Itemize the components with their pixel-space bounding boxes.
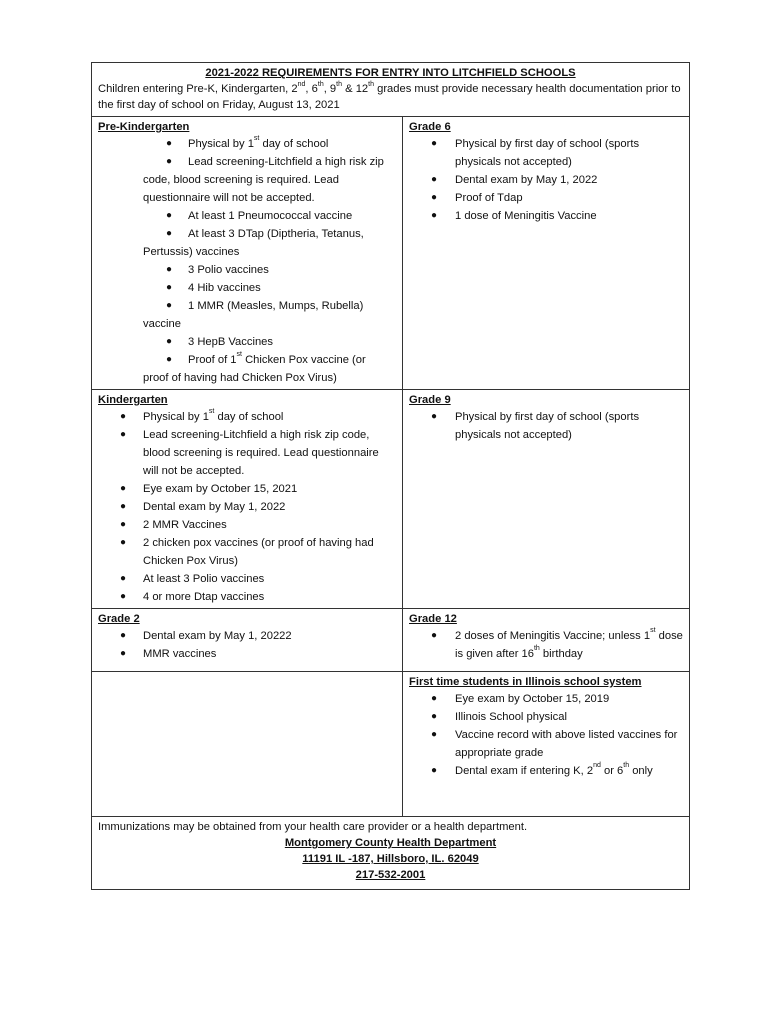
list-item-continuation: vaccine: [143, 318, 181, 330]
row-grade2-grade12: [92, 608, 689, 671]
grade12-heading: Grade 12: [409, 613, 457, 625]
grade2-heading: Grade 2: [98, 613, 140, 625]
health-department-phone: 217-532-2001: [355, 869, 426, 881]
prek-list-4: [98, 333, 396, 369]
prek-cell: [92, 117, 403, 389]
empty-cell: [92, 672, 403, 816]
list-item: ● At least 1 Pneumococcal vaccine: [166, 210, 353, 222]
row-k-grade9: [92, 389, 689, 608]
grade2-list: [98, 627, 396, 663]
list-item-continuation: questionnaire will not be accepted.: [143, 192, 315, 204]
list-item: ● Proof of Tdap: [431, 192, 523, 204]
grade9-heading: Grade 9: [409, 394, 451, 406]
list-item: ● 3 HepB Vaccines: [166, 336, 273, 348]
list-item: ● MMR vaccines: [120, 648, 217, 660]
requirements-document: [91, 62, 690, 890]
list-item: ● 1 MMR (Measles, Mumps, Rubella): [166, 300, 364, 312]
list-item: ● Proof of 1st Chicken Pox vaccine (or: [166, 351, 366, 366]
list-item: ● Physical by 1st day of school: [120, 408, 284, 423]
list-item: ● Lead screening-Litchfield a high risk zip: [166, 156, 384, 168]
kindergarten-cell: [92, 390, 403, 608]
list-item-continuation: Pertussis) vaccines: [143, 246, 240, 258]
firsttime-cell: [403, 672, 689, 816]
kindergarten-list: [98, 408, 396, 606]
footer-row: [92, 816, 689, 889]
list-item-continuation: code, blood screening is required. Lead: [143, 174, 339, 186]
list-item: ● Dental exam by May 1, 2022: [431, 174, 598, 186]
grade12-cell: [403, 609, 689, 671]
list-item: ● At least 3 Polio vaccines: [120, 573, 265, 585]
prek-list: [98, 135, 396, 171]
grade2-cell: [92, 609, 403, 671]
intro-text: Children entering Pre-K, Kindergarten, 2nd, 6th, 9th & 12th grades must provide necessary health documentation prior to the first day of school on Friday, August 13, 2021: [98, 81, 681, 111]
list-item: ● 1 dose of Meningitis Vaccine: [431, 210, 597, 222]
grade9-cell: [403, 390, 689, 608]
document-title: 2021-2022 REQUIREMENTS FOR ENTRY INTO LITCHFIELD SCHOOLS: [205, 67, 576, 79]
list-item: ● Dental exam by May 1, 2022: [120, 501, 286, 513]
list-item: ● 2 doses of Meningitis Vaccine; unless 1st dose is given after 16th birthday: [431, 627, 683, 660]
list-item: ● 4 Hib vaccines: [166, 282, 261, 294]
prek-list-3: [98, 261, 396, 315]
grade12-list: [409, 627, 683, 663]
immunization-note: Immunizations may be obtained from your health care provider or a health department.: [98, 821, 528, 833]
row-prek-grade6: [92, 116, 689, 389]
list-item: ● At least 3 DTap (Diptheria, Tetanus,: [166, 228, 364, 240]
list-item-continuation: proof of having had Chicken Pox Virus): [143, 372, 337, 384]
kindergarten-heading: Kindergarten: [98, 394, 168, 406]
grade6-cell: [403, 117, 689, 389]
footer-cell: [92, 817, 689, 889]
header-cell: [92, 63, 689, 116]
list-item: ● 2 MMR Vaccines: [120, 519, 227, 531]
list-item: ● Dental exam by May 1, 20222: [120, 630, 292, 642]
firsttime-list: [409, 690, 683, 780]
list-item: ● 2 chicken pox vaccines (or proof of having had Chicken Pox Virus): [120, 537, 374, 567]
prek-heading: Pre-Kindergarten: [98, 121, 190, 133]
prek-list-2: [98, 207, 396, 243]
list-item: ● Eye exam by October 15, 2021: [120, 483, 298, 495]
grade9-list: [409, 408, 683, 444]
firsttime-heading: First time students in Illinois school system: [409, 676, 642, 688]
list-item: ● Physical by first day of school (sports physicals not accepted): [431, 411, 640, 441]
header-row: [92, 63, 689, 116]
list-item: ● 4 or more Dtap vaccines: [120, 591, 265, 603]
health-department-address: 11191 IL -187, Hillsboro, IL. 62049: [302, 853, 479, 865]
list-item: ● Eye exam by October 15, 2019: [431, 693, 610, 705]
list-item: ● Physical by first day of school (sports physicals not accepted): [431, 138, 640, 168]
health-department-name: Montgomery County Health Department: [284, 837, 497, 849]
row-empty-firsttime: [92, 671, 689, 816]
list-item: ● Lead screening-Litchfield a high risk zip code, blood screening is required. Lead questionnaire will not be accepted.: [120, 429, 379, 477]
list-item: ● Illinois School physical: [431, 711, 567, 723]
grade6-list: [409, 135, 683, 225]
list-item: ● Vaccine record with above listed vaccines for appropriate grade: [431, 729, 678, 759]
list-item: ● 3 Polio vaccines: [166, 264, 269, 276]
list-item: ● Dental exam if entering K, 2nd or 6th only: [431, 762, 653, 777]
grade6-heading: Grade 6: [409, 121, 451, 133]
list-item: ● Physical by 1st day of school: [166, 135, 329, 150]
